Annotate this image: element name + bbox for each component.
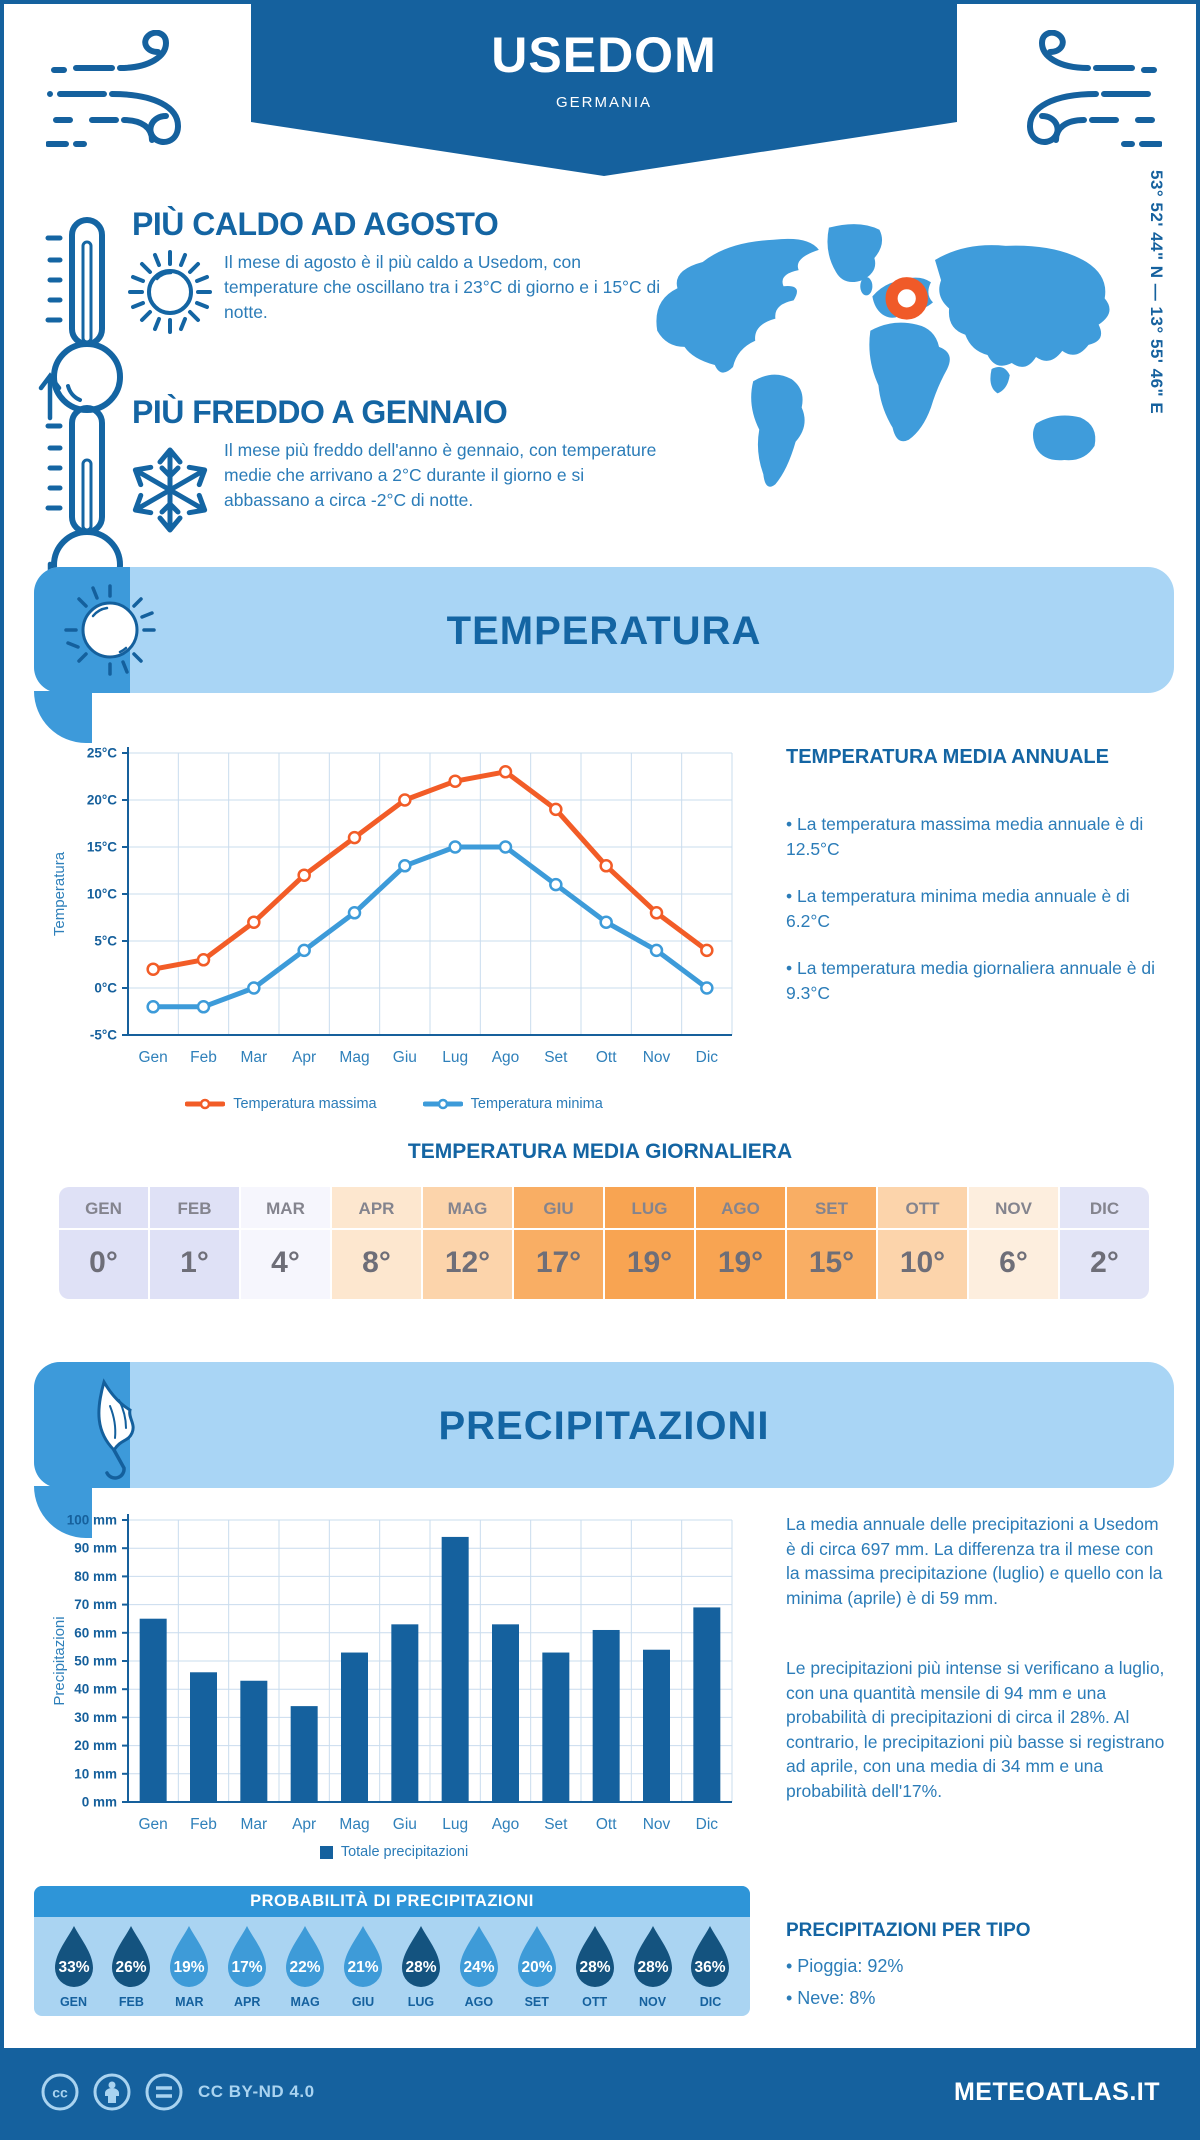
- table-cell-gen: [59, 1187, 150, 1299]
- table-month-label: OTT: [878, 1187, 967, 1230]
- svg-text:50 mm: 50 mm: [74, 1653, 117, 1669]
- precipitation-bar-chart: [44, 1506, 744, 1856]
- droplet-dic: [683, 1924, 738, 2009]
- raindrop-icon: [456, 1924, 502, 1988]
- table-cell-ott: [878, 1187, 969, 1299]
- svg-text:Gen: Gen: [138, 1816, 168, 1833]
- svg-text:Dic: Dic: [695, 1049, 719, 1066]
- svg-text:30 mm: 30 mm: [74, 1709, 117, 1725]
- temperature-chart-legend: [44, 1096, 744, 1112]
- svg-text:Lug: Lug: [442, 1816, 469, 1833]
- table-temp-value: 15°: [808, 1246, 855, 1279]
- table-month-label: DIC: [1060, 1187, 1149, 1230]
- hot-month-title: PIÙ CALDO AD AGOSTO: [132, 206, 499, 242]
- svg-text:0 mm: 0 mm: [81, 1794, 117, 1810]
- table-temp-value: 12°: [444, 1246, 491, 1279]
- raindrop-icon: [687, 1924, 733, 1988]
- svg-text:Apr: Apr: [292, 1049, 317, 1066]
- table-cell-mar: [241, 1187, 332, 1299]
- raindrop-icon: [51, 1924, 97, 1988]
- precipitation-section-title: PRECIPITAZIONI: [438, 1404, 770, 1448]
- location-marker: [892, 283, 922, 313]
- table-month-label: GEN: [59, 1187, 148, 1230]
- temperature-section-banner: [34, 567, 1174, 693]
- svg-text:90 mm: 90 mm: [74, 1540, 117, 1556]
- droplet-ott: [567, 1924, 622, 2009]
- svg-text:80 mm: 80 mm: [74, 1568, 117, 1584]
- droplet-month-label: APR: [234, 1995, 261, 2009]
- svg-text:28%: 28%: [637, 1959, 669, 1976]
- license-label: CC BY-ND 4.0: [198, 2082, 315, 2101]
- droplet-month-label: AGO: [464, 1995, 494, 2009]
- svg-text:28%: 28%: [405, 1959, 437, 1976]
- annual-temp-bullet-max: • La temperatura massima media annuale è di 12.5°C: [786, 814, 1144, 859]
- coordinates-label: 53° 52' 44" N — 13° 55' 46" E: [1147, 170, 1166, 415]
- table-temp-value: 1°: [180, 1246, 209, 1279]
- precipitation-probability-box: [34, 1886, 750, 2016]
- svg-text:Set: Set: [544, 1816, 568, 1833]
- temperature-section-title: TEMPERATURA: [446, 609, 762, 653]
- droplet-month-label: GEN: [59, 1995, 88, 2009]
- temperature-banner-tail: [34, 691, 92, 743]
- table-cell-set: [787, 1187, 878, 1299]
- hot-month-text: Il mese di agosto è il più caldo a Usedom, con temperature che oscillano tra i 23°C di giorno e i 15°C di notte.: [224, 252, 661, 322]
- table-month-label: GIU: [514, 1187, 603, 1230]
- svg-text:20°C: 20°C: [86, 792, 117, 808]
- sun-banner-icon: [62, 582, 158, 678]
- attribution-person-icon: [92, 2072, 132, 2112]
- svg-text:0°C: 0°C: [94, 980, 117, 996]
- svg-text:Nov: Nov: [642, 1049, 671, 1066]
- droplet-apr: [220, 1924, 275, 2009]
- raindrop-icon: [572, 1924, 618, 1988]
- precipitation-by-type-title: PRECIPITAZIONI PER TIPO: [786, 1920, 1031, 1941]
- cc-license-icons: [40, 2072, 184, 2112]
- droplet-giu: [336, 1924, 391, 2009]
- table-temp-value: 0°: [89, 1246, 118, 1279]
- table-temp-value: 2°: [1090, 1246, 1119, 1279]
- legend-total-label: Totale precipitazioni: [340, 1844, 469, 1860]
- site-label: METEOATLAS.IT: [953, 2077, 1160, 2106]
- svg-text:17%: 17%: [231, 1959, 263, 1976]
- svg-text:Ott: Ott: [595, 1816, 617, 1833]
- annual-temp-bullet-min: • La temperatura minima media annuale è di 6.2°C: [786, 886, 1130, 931]
- world-map: [632, 196, 1137, 526]
- droplet-feb: [104, 1924, 159, 2009]
- svg-text:Dic: Dic: [695, 1816, 719, 1833]
- svg-text:10 mm: 10 mm: [74, 1766, 117, 1782]
- svg-text:Mag: Mag: [339, 1816, 370, 1833]
- droplet-month-label: OTT: [582, 1995, 608, 2009]
- table-temp-value: 10°: [899, 1246, 946, 1279]
- svg-text:Precipitazioni: Precipitazioni: [51, 1616, 68, 1706]
- droplet-month-label: MAG: [290, 1995, 320, 2009]
- svg-text:Set: Set: [544, 1049, 568, 1066]
- droplet-month-label: FEB: [118, 1995, 144, 2009]
- table-month-label: FEB: [150, 1187, 239, 1230]
- cold-month-title: PIÙ FREDDO A GENNAIO: [132, 394, 508, 430]
- svg-text:Ago: Ago: [491, 1049, 520, 1066]
- droplet-month-label: LUG: [407, 1995, 435, 2009]
- precipitation-paragraph-2: Le precipitazioni più intense si verificano a luglio, con una quantità mensile di 94 mm e una probabilità di precipitazioni di circa il 28%. Al contrario, le precipitazioni più basse si registrano ad aprile, con una media di 34 mm e una probabilità dell'17%.: [786, 1658, 1165, 1801]
- svg-text:Mar: Mar: [240, 1049, 268, 1066]
- droplet-month-label: NOV: [639, 1995, 667, 2009]
- table-month-label: AGO: [696, 1187, 785, 1230]
- droplet-nov: [625, 1924, 680, 2009]
- table-temp-value: 17°: [535, 1246, 582, 1279]
- svg-text:10°C: 10°C: [86, 886, 117, 902]
- svg-text:100 mm: 100 mm: [66, 1512, 117, 1528]
- svg-text:70 mm: 70 mm: [74, 1597, 117, 1613]
- table-cell-ago: [696, 1187, 787, 1299]
- table-cell-lug: [605, 1187, 696, 1299]
- precipitation-paragraph-1: La media annuale delle precipitazioni a Usedom è di circa 697 mm. La differenza tra il mese con la massima precipitazione (luglio) e quello con la minima (aprile) è di 59 mm.: [786, 1514, 1163, 1608]
- droplet-row: [34, 1917, 750, 2009]
- page-title: USEDOM: [491, 27, 717, 83]
- thermometer-up-icon: [38, 214, 133, 426]
- legend-max-marker: [185, 1098, 225, 1110]
- svg-text:40 mm: 40 mm: [74, 1681, 117, 1697]
- sun-icon: [124, 246, 216, 338]
- page-subtitle: GERMANIA: [555, 94, 652, 111]
- svg-text:20%: 20%: [521, 1959, 553, 1976]
- table-temp-value: 6°: [999, 1246, 1028, 1279]
- daily-temperature-title: TEMPERATURA MEDIA GIORNALIERA: [407, 1140, 793, 1163]
- by-type-bullet-snow: • Neve: 8%: [786, 1988, 876, 2008]
- raindrop-icon: [398, 1924, 444, 1988]
- legend-min-marker: [423, 1098, 463, 1110]
- table-cell-mag: [423, 1187, 514, 1299]
- raindrop-icon: [630, 1924, 676, 1988]
- svg-text:20 mm: 20 mm: [74, 1738, 117, 1754]
- legend-item-total: [320, 1844, 468, 1860]
- precipitation-chart-legend: [44, 1844, 744, 1860]
- droplet-set: [509, 1924, 564, 2009]
- svg-text:Apr: Apr: [292, 1816, 317, 1833]
- daily-temperature-table: [59, 1187, 1149, 1299]
- table-temp-value: 8°: [362, 1246, 391, 1279]
- cold-month-text: Il mese più freddo dell'anno è gennaio, con temperature medie che arrivano a 2°C durante il giorno e si abbassano a circa -2°C di notte.: [224, 440, 657, 510]
- droplet-month-label: SET: [524, 1995, 549, 2009]
- svg-text:Gen: Gen: [138, 1049, 168, 1066]
- svg-text:21%: 21%: [347, 1959, 379, 1976]
- table-month-label: LUG: [605, 1187, 694, 1230]
- table-temp-value: 4°: [271, 1246, 300, 1279]
- legend-total-swatch: [320, 1846, 333, 1859]
- annual-temperature-title: TEMPERATURA MEDIA ANNUALE: [786, 746, 1109, 768]
- wind-icon: [1002, 30, 1162, 155]
- svg-text:Giu: Giu: [392, 1049, 417, 1066]
- legend-item-min: [423, 1096, 603, 1112]
- table-temp-value: 19°: [717, 1246, 764, 1279]
- table-month-label: MAG: [423, 1187, 512, 1230]
- svg-text:24%: 24%: [463, 1959, 495, 1976]
- droplet-ago: [451, 1924, 506, 2009]
- raindrop-icon: [282, 1924, 328, 1988]
- umbrella-icon: [66, 1376, 166, 1486]
- svg-text:19%: 19%: [173, 1959, 205, 1976]
- svg-text:Feb: Feb: [190, 1816, 217, 1833]
- svg-text:60 mm: 60 mm: [74, 1625, 117, 1641]
- svg-text:Ago: Ago: [491, 1816, 520, 1833]
- svg-text:Nov: Nov: [642, 1816, 671, 1833]
- svg-text:5°C: 5°C: [94, 933, 117, 949]
- table-month-label: SET: [787, 1187, 876, 1230]
- raindrop-icon: [340, 1924, 386, 1988]
- svg-text:Feb: Feb: [190, 1049, 217, 1066]
- table-cell-giu: [514, 1187, 605, 1299]
- svg-text:36%: 36%: [694, 1959, 726, 1976]
- raindrop-icon: [224, 1924, 270, 1988]
- svg-text:Ott: Ott: [595, 1049, 617, 1066]
- svg-text:33%: 33%: [57, 1959, 90, 1976]
- droplet-mag: [278, 1924, 333, 2009]
- legend-min-label: Temperatura minima: [470, 1096, 603, 1112]
- annual-temp-bullet-mean: • La temperatura media giornaliera annuale è di 9.3°C: [786, 958, 1155, 1003]
- table-cell-feb: [150, 1187, 241, 1299]
- legend-max-label: Temperatura massima: [233, 1096, 377, 1112]
- svg-text:25°C: 25°C: [86, 745, 117, 761]
- droplet-month-label: MAR: [175, 1995, 204, 2009]
- legend-item-max: [185, 1096, 376, 1112]
- by-type-bullet-rain: • Pioggia: 92%: [786, 1956, 904, 1976]
- table-cell-dic: [1060, 1187, 1149, 1299]
- svg-text:Mar: Mar: [240, 1816, 268, 1833]
- cc-icon: [40, 2072, 80, 2112]
- svg-text:26%: 26%: [115, 1959, 147, 1976]
- banner-chevron: [251, 122, 957, 176]
- raindrop-icon: [108, 1924, 154, 1988]
- table-month-label: NOV: [969, 1187, 1058, 1230]
- raindrop-icon: [166, 1924, 212, 1988]
- no-derivatives-icon: [144, 2072, 184, 2112]
- precipitation-probability-title: PROBABILITÀ DI PRECIPITAZIONI: [34, 1886, 750, 1917]
- raindrop-icon: [514, 1924, 560, 1988]
- svg-text:Giu: Giu: [392, 1816, 417, 1833]
- svg-text:15°C: 15°C: [86, 839, 117, 855]
- droplet-mar: [162, 1924, 217, 2009]
- svg-text:22%: 22%: [289, 1959, 321, 1976]
- table-month-label: MAR: [241, 1187, 330, 1230]
- table-temp-value: 19°: [626, 1246, 673, 1279]
- droplet-month-label: DIC: [699, 1995, 722, 2009]
- temperature-line-chart: [44, 739, 744, 1089]
- svg-text:Temperatura: Temperatura: [51, 851, 68, 937]
- table-month-label: APR: [332, 1187, 421, 1230]
- svg-text:Lug: Lug: [442, 1049, 469, 1066]
- header-banner: [251, 4, 957, 176]
- droplet-gen: [46, 1924, 101, 2009]
- footer-bar: [4, 2048, 1196, 2136]
- droplet-month-label: GIU: [351, 1995, 375, 2009]
- svg-text:Mag: Mag: [339, 1049, 370, 1066]
- wind-icon: [46, 30, 206, 155]
- svg-text:cc: cc: [52, 2084, 68, 2101]
- svg-text:28%: 28%: [579, 1959, 611, 1976]
- table-cell-nov: [969, 1187, 1060, 1299]
- snowflake-icon: [122, 442, 218, 538]
- table-cell-apr: [332, 1187, 423, 1299]
- svg-text:-5°C: -5°C: [89, 1027, 117, 1043]
- droplet-lug: [393, 1924, 448, 2009]
- precipitation-section-banner: [34, 1362, 1174, 1488]
